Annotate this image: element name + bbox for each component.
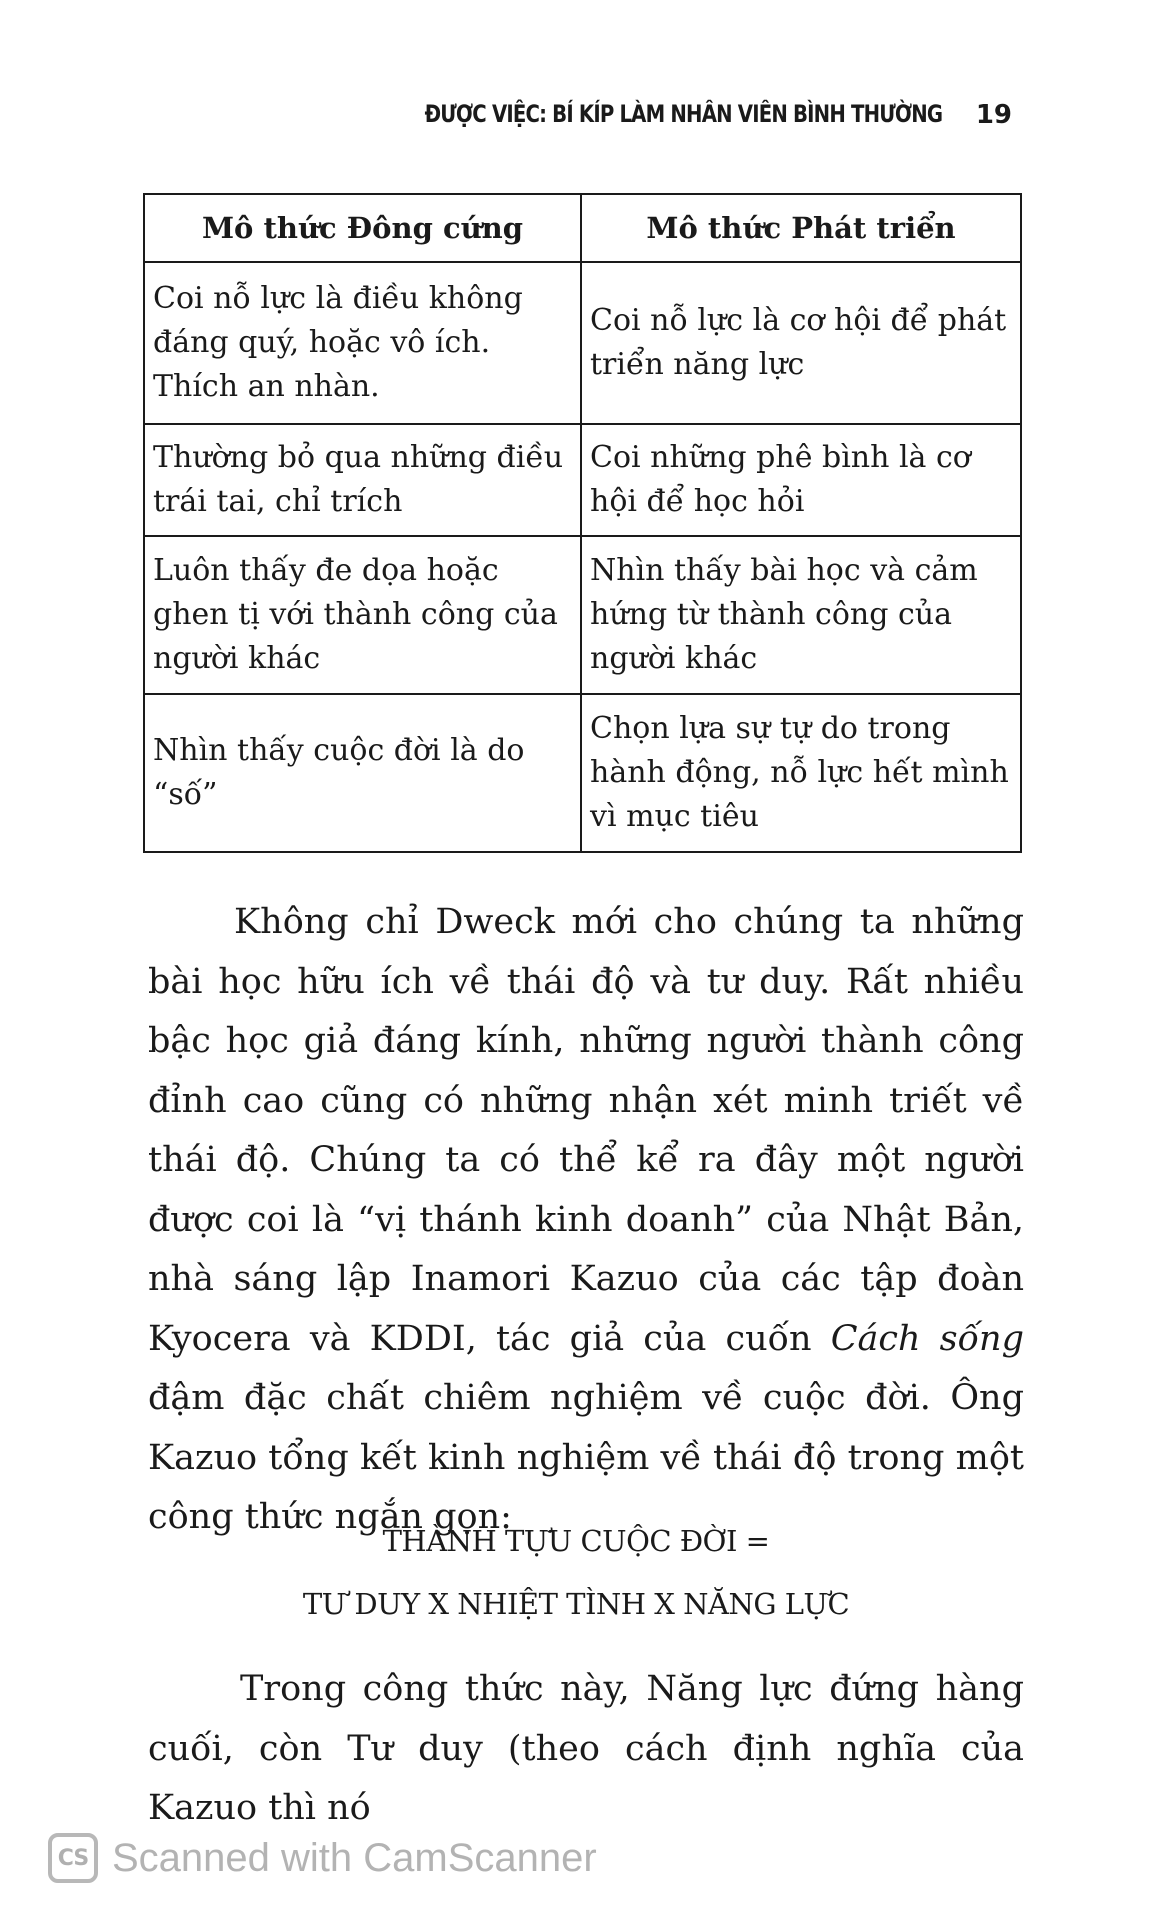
mindset-comparison-table [143,193,1022,853]
growth-mindset-cell: Chọn lựa sự tự do trong hành động, nỗ lực hết mình vì mục tiêu [581,694,1021,852]
header-fixed-mindset: Mô thức Đông cứng [144,194,581,262]
table-row [144,424,1021,536]
running-head [0,100,1152,140]
growth-mindset-cell: Nhìn thấy bài học và cảm hứng từ thành công của người khác [581,536,1021,694]
fixed-mindset-cell: Thường bỏ qua những điều trái tai, chỉ trích [144,424,581,536]
table-row [144,694,1021,852]
growth-mindset-cell: Coi những phê bình là cơ hội để học hỏi [581,424,1021,536]
table-header-row [144,194,1021,262]
growth-mindset-cell: Coi nỗ lực là cơ hội để phát triển năng lực [581,262,1021,424]
fixed-mindset-cell: Nhìn thấy cuộc đời là do “số” [144,694,581,852]
body-paragraph-2: Trong công thức này, Năng lực đứng hàng cuối, còn Tư duy (theo cách định nghĩa của Kazuo thì nó [148,1669,1024,1828]
table-row [144,262,1021,424]
page-number: 19 [975,100,1012,130]
table-row [144,536,1021,694]
camscanner-watermark [48,1830,597,1886]
watermark-text: Scanned with CamScanner [112,1835,597,1880]
formula-line-1: THÀNH TỰU CUỘC ĐỜI = [382,1524,770,1558]
paragraph-text: đậm đặc chất chiêm nghiệm về cuộc đời. Ông Kazuo tổng kết kinh nghiệm về thái độ trong một công thức ngắn gọn: [148,1378,1024,1537]
fixed-mindset-cell: Coi nỗ lực là điều không đáng quý, hoặc vô ích. Thích an nhàn. [144,262,581,424]
paragraph-text: Không chỉ Dweck mới cho chúng ta những bài học hữu ích về thái độ và tư duy. Rất nhiều bậc học giả đáng kính, những người thành công đỉnh cao cũng có những nhận xét minh triết về thái độ. Chúng ta có thể kể ra đây một người được coi là “vị thánh kinh doanh” của Nhật Bản, nhà sáng lập Inamori Kazuo của các tập đoàn Kyocera và KDDI, tác giả của cuốn [148,902,1024,1359]
running-head-title: ĐƯỢC VIỆC: BÍ KÍP LÀM NHÂN VIÊN BÌNH THƯỜNG [424,100,942,128]
camscanner-logo-icon: CS [48,1833,98,1883]
fixed-mindset-cell: Luôn thấy đe dọa hoặc ghen tị với thành công của người khác [144,536,581,694]
formula-line-2: TƯ DUY X NHIỆT TÌNH X NĂNG LỰC [302,1587,850,1621]
book-title: Cách sống [830,1318,1024,1359]
body-paragraph-1 [148,893,1024,1548]
formula [0,1510,1152,1636]
header-growth-mindset: Mô thức Phát triển [581,194,1021,262]
